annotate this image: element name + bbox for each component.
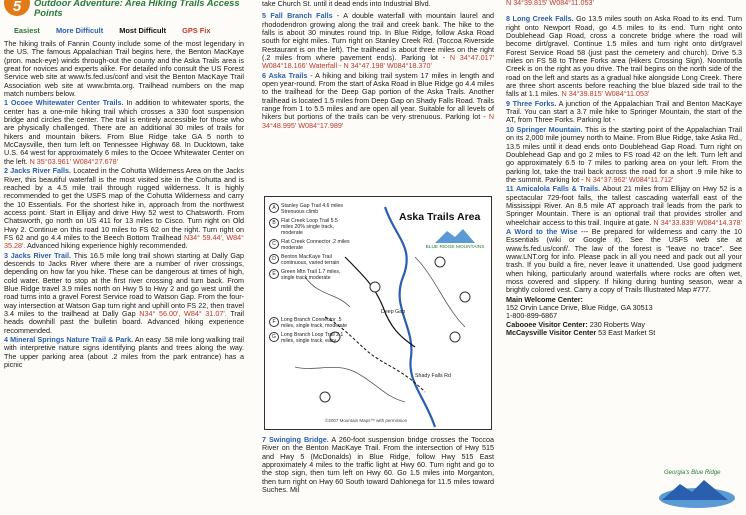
map-marker (435, 257, 445, 267)
trail-entry (4, 336, 244, 369)
trail-text: A 260-foot suspension bridge crosses the Toccoa River on the Benton MacKaye Trail. From the intersection of Hwy 515 and Hwy 5 (McDonalds) in Blue Ridge, follow Hwy 515 East approximately 4 miles to the traffic light at Hwy 60. Turn right and go to the stop sign, then turn left on Hwy 60. Go 1.5 miles into Morganton, then turn right on Hwy 60 South toward Dahlonega for 11.5 miles toward Suches. Mil (262, 435, 494, 495)
map-label-deep-gap: Deep Gap (381, 309, 406, 315)
intro-paragraph: The hiking trails of Fannin County include some of the most legendary in the US. The famous Appalachian Trail begins here, the Benton MacKaye (pron. mack-eye) winds through-out the county and the Aska Trails area is great for novices and experts alike. For detailed info consult the US Forest Service web site at www.fs.fed.us/conf and visit the Benton MacKaye Trail Association web site at www.bmta.org. Trailhead numbers on the map match numbers below. (4, 39, 244, 99)
mountain-icon (435, 227, 475, 243)
trail-text: - A double waterfall with mountain laurel and rhododendron growing along the trail and creek bank. The hike to the falls is about 30 minutes round trip. In Blue Ridge, follow Aska Road south for eight miles. Turn right on Stanley Creek Rd. (Toccoa Riverside Restaurant is on the left). The trailhead is about three miles on the right (.2 miles from where pavement ends). Parking lot - (262, 11, 494, 63)
difficulty-legend (14, 27, 244, 35)
section-title: Outdoor Adventure: Area Hiking Trails Access Points (34, 0, 240, 18)
legend-moderate: More Difficult (55, 26, 104, 35)
legend-text: Flat Creek Loop Trail 5.5 miles 20% single track, moderate (281, 218, 338, 236)
legend-text: Flat Creek Connector .2 miles moderate (281, 239, 350, 251)
trail-gps: N 34°39.815' W084°11.053' (561, 89, 650, 99)
legend-symbol: B (269, 218, 279, 228)
aska-trails-map (264, 196, 492, 430)
mccaysville-address: 53 East Market St (598, 328, 656, 338)
legend-symbol: E (269, 269, 279, 279)
trail-gps: N 35°03.961' W084°27.678' (29, 156, 118, 166)
trail-text: - A hiking and biking trail system 17 miles in length and open year-round. From the start of Aska Road in Blue Ridge go 4.4 miles to the trailhead for the Deep Gap portion of the Aska Trails. Another trailhead is located 1.5 miles from Deep Gap on Shady Falls Road. Trails range from 1 to 5.5 miles and are open all year. Suitable for all levels of hikers but portions of the trails can be very strenuous. Parking lot - (262, 70, 494, 122)
wise-paragraph (506, 228, 742, 295)
legend-text: Benton MacKaye Trail continuous, varied terrain (281, 254, 340, 266)
legend-gps: GPS Fix (182, 26, 211, 35)
trail-entry (262, 72, 494, 130)
trail-title: 4 Mineral Springs Nature Trail & Park. (4, 335, 134, 345)
column-left (4, 0, 244, 512)
blue-ridge-logo (652, 470, 742, 510)
trail-entry (506, 185, 742, 227)
map-logo-text: BLUE RIDGE MOUNTAINS (425, 245, 485, 250)
trail-entry (4, 99, 244, 166)
legend-text: Long Branch Connector .5 miles, single track, moderate (281, 317, 348, 329)
map-marker (450, 332, 460, 342)
map-marker (460, 292, 470, 302)
welcome-title: Main Welcome Center: (506, 294, 583, 304)
trail-entry (506, 126, 742, 184)
legend-symbol: F (269, 317, 279, 327)
map-title: Aska Trails Area (399, 211, 481, 223)
trail-gps: N 34°39.815' W084°11.053' (506, 0, 594, 7)
mccaysville-center (506, 329, 742, 337)
trail-entry (262, 436, 494, 494)
trail-title: 9 Three Forks. (506, 98, 557, 108)
map-legend-item (269, 203, 351, 215)
trail-title: 11 Amicalola Falls & Trails. (506, 184, 601, 194)
legend-text: Long Branch Loop Trail 2.1 miles, single track, easy (281, 332, 344, 344)
map-legend-item (269, 332, 351, 344)
continued-text: take Church St. until it dead ends into Industrial Blvd. (262, 0, 431, 8)
trail-title: 5 Fall Branch Falls (262, 11, 333, 21)
map-legend-item (269, 239, 351, 251)
trail-entry (4, 167, 244, 250)
legend-symbol: G (269, 332, 279, 342)
legend-difficult: Most Difficult (119, 26, 167, 35)
trail-entry (506, 100, 742, 125)
trail-gps-continued (506, 0, 742, 7)
section-badge: 5 (4, 0, 30, 16)
map-legend-item (269, 254, 351, 266)
trail-text: This is the starting point of the Appalachian Trail on its 2,000 mile journey north to Maine. From Blue Ridge, take Aska Rd., 13.5 miles until it dead ends onto Doublehead Gap Road. Turn right on Doublehead Gap and go 2 miles to FS road 42 on the left. Turn left and go approximately 6.5 to 7 miles to parking area on your left. From the parking lot, take the trail back across the road for a short .9 mile hike to the summit. Parking lot - (506, 124, 742, 184)
logo-text: Georgia's Blue Ridge (664, 470, 721, 476)
trail-gps: N 34°47.017' W084°18.166' Waterfall - N 34°47.198' W084°18.370' (262, 53, 494, 71)
map-legend-item (269, 317, 351, 329)
trail-text: An easy .58 mile long walking trail with interpretive nature signs identifying plants and trees along the way. The upper parking area (about .2 miles from the park entrance) has a picnic (4, 335, 244, 370)
trail-text: Go 13.5 miles south on Aska Road to its end. Turn right onto Newport Road, go 4.5 miles to its end. Turn right onto Doublehead Gap Road, cross a concrete bridge where the road will become dirt/gravel. Continue 1.5 miles and turn right onto dirt/gravel Forest Service Road 58 (just past the cemetery and church). Drive 5.3 miles on FS 58 to Three Forks area (Hikers Crossing Sign). Noontootla Creek is on the right as you drive. The trail begins on the north side of the road on the left and starts as a gradual hike alongside Long Creek. There are three short ascents before reaching the blue blazed side trail to the falls at 1.1 miles. (506, 14, 742, 99)
column-right (506, 0, 742, 512)
trail-text: About 21 miles from Ellijay on Hwy 52 is a spectacular 729-foot falls, the tallest cascading waterfall east of the Mississippi River. An 8.5 mile AT approach trail leads from the park to Springer Mountain. There is an optional trail that provides stroller and wheelchair access to this trail. Inquire at gate. (506, 184, 742, 227)
wise-text: --- Be prepared for wilderness and carry the 10 Essentials (wiki or Google it). See the USFS web site at www.fs.fed.us/conf/. The law of the forest is "leave no trace". See www.LNT.org for info. Please pack in all you need and pack out all your trash. If you build a fire, never leave it unattended. Use good judgment when hiking, particularly around waterfalls where rocks are often wet, moss covered and slippery. If hiking during hunting season, wear a brightly colored vest. Carry a copy of Trails Illustrated Map #777. (506, 226, 742, 295)
column-middle-lower (262, 436, 494, 495)
trail-title: 8 Long Creek Falls. (506, 14, 574, 24)
mccaysville-label: McCaysville Visitor Center (506, 328, 597, 338)
map-label-shady-falls: Shady Falls Rd (415, 373, 451, 379)
trail-text: In addition to whitewater sports, the center has a one-mile hiking trail which crosses a 330 foot suspension bridge and circles the center. The trail is entirely accessible for those who are physically challenged. There are an additional 30 miles of trails for hikers and mountain bikers. From Blue Ridge take GA 5 north to McCaysville, then turn left on Tennessee Highway 68. In Ducktown, take U.S. 64 west for approximately 6 miles to the Ocoee Whitewater Center on the left. (4, 98, 244, 166)
map-logo (425, 227, 485, 255)
trail-text: This 16.5 mile long trail shown starting at Dally Gap descends to Jacks River where there are a number of river crossings, depending on how far you hike. These can be dangerous at times of high, cold water. Better to stop at the first river crossing and turn back. From Blue Ridge travel 3.9 miles north on Hwy 5 to Hwy 2 and go west until the road turns into a gravel Forest Service road to Watson Gap. From the four-way intersection at Watson Gap turn right and uphill onto FS 22, then travel 3.4 miles to the trailhead at Dally Gap (4, 250, 244, 318)
trail-gps: N34° 56.00', W84° 31.07'. (139, 309, 227, 318)
legend-text: Stanley Gap Trail 4.6 miles Strenuous climb (281, 203, 343, 215)
caboose-label: Cabooee Visitor Center: (506, 319, 588, 329)
trail-gps: N 34°37.962' W084°11.712' (585, 174, 674, 184)
map-marker (320, 392, 330, 402)
trail-entry (262, 12, 494, 70)
column-right-body (506, 0, 742, 337)
map-marker (370, 282, 380, 292)
trail-title: 6 Aska Trails (262, 70, 308, 80)
trail-tail: Advanced hiking experience highly recommended. (26, 241, 188, 251)
caboose-address: 230 Roberts Way (589, 319, 646, 329)
wise-title: A Word to the Wise (506, 226, 578, 236)
map-credit: ©2007 Mountain Maps™ with permission (325, 418, 408, 423)
legend-symbol: A (269, 203, 279, 213)
trail-title: 3 Jacks River Trail. (4, 250, 71, 260)
welcome-phone: 1-800-899-6867 (506, 311, 558, 321)
legend-text: Green Mtn Trail 1.7 miles, single track moderate (281, 269, 341, 281)
legend-easy: Easiest (14, 26, 40, 35)
trail-line (295, 367, 405, 402)
trail-tail: Trail heads downhill past the bulletin board. Advanced hiking experience recommended. (4, 309, 244, 335)
legend-symbol: D (269, 254, 279, 264)
map-legend-item (269, 269, 351, 281)
column-left-body (4, 40, 244, 370)
legend-symbol: C (269, 239, 279, 249)
trail-gps: N 34°33.839' W084°14.378' (653, 217, 742, 227)
welcome-address: 152 Orvin Lance Drive, Blue Ridge, GA 30513 (506, 303, 653, 313)
trail-entry (506, 15, 742, 98)
trail-entry (4, 252, 244, 335)
trail-title: 7 Swinging Bridge. (262, 435, 329, 444)
trail-text: Located in the Cohutta Wilderness Area on the Jacks River, this beautiful waterfall is the most visited site in the Cohutta and is reached by a 4.5 mile trail through rugged wilderness. It is highly recommended to get the USFS map of the Cohutta Wilderness and carry the 10 Essentials. For the shortest hike in, approach from the northwest access point. Start in Ellijay and drive Hwy 52 west to Chatsworth. From Chatsworth, go north on US 411 for 13 miles to Cisco. Turn right on Old Hwy 2. Continue on this road 10 miles to FS 62 on the right. Turn right on FS 62 and go 4.4 miles to the Beech Bottom Trailhead (4, 166, 244, 242)
trail-gps: N 34°48.995' W084°17.989' (262, 112, 494, 130)
trail-text: A junction of the Appalachian Trail and Benton MacKaye Trail. You can start a 3.7 mile hike to Springer Mountain, the start of the AT, from Three Forks. Parking lot - (506, 98, 742, 125)
trail-gps: N34° 59.44', W84° 35.28'. (4, 232, 244, 251)
map-legend-item (269, 218, 351, 236)
map-legend (269, 203, 351, 347)
mountain-logo-icon (652, 470, 742, 510)
trail-title: 1 Ocoee Whitewater Center Trails. (4, 98, 124, 108)
trail-title: 10 Springer Mountain. (506, 124, 583, 134)
trail-title: 2 Jacks River Falls. (4, 166, 71, 176)
